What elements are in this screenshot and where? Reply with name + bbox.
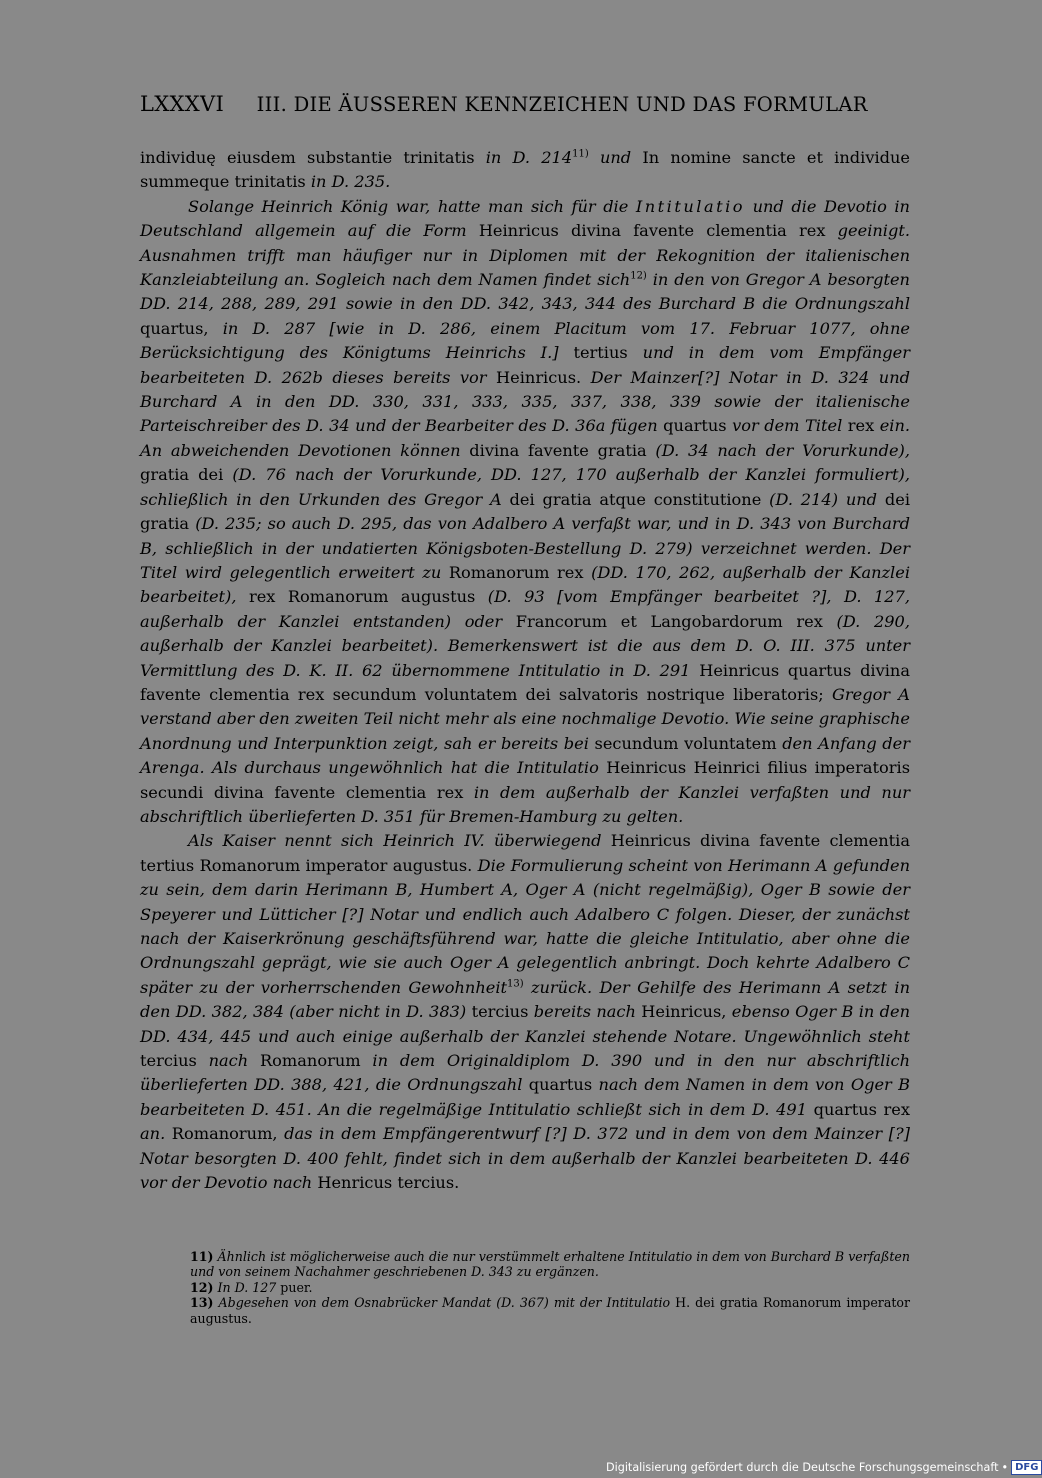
text-run: zurück. Der Gehilfe des Herimann A setzt in den DD. 382, 384 (aber nicht in D. 383) <box>140 977 910 1022</box>
text-run: (D. 93 [vom Empfänger bearbeitet ?], D. 127, außerhalb der Kanzlei entstanden) oder <box>140 587 910 631</box>
text-run: in D. 235. <box>310 172 391 192</box>
text-run: Henricus tercius. <box>317 1173 460 1193</box>
text-run: rex <box>847 416 880 436</box>
text-run: den Anfang der Arenga. Als durchaus ungewöhnlich hat die Intitulatio <box>140 733 910 778</box>
main-text <box>140 146 910 1195</box>
footnote-ref-13[interactable]: 13) <box>507 978 524 990</box>
text-run: nach <box>208 1051 260 1071</box>
text-run: rex Romanorum augustus <box>248 587 488 607</box>
footnote-number: 11) <box>190 1249 214 1264</box>
text-run: ebenso Oger B in den DD. 434, 445 und auch einige außerhalb der Kanzlei stehende Notare. Ungewöhnlich steht <box>140 1002 911 1046</box>
text-run: Heinricus divina favente clementia rex <box>478 221 838 241</box>
text-run: in dem Originaldiplom D. 390 und in den nur abschriftlich überlieferten DD. 388, 421, die Ordnungszahl <box>140 1051 910 1095</box>
text-run: Intitulatio <box>635 196 746 216</box>
text-run: Gregor A verstand aber den zweiten Teil nicht mehr als eine nochmalige Devotio. Wie seine graphische Anordnung und Interpunktion zeigt, sah er bereits bei <box>140 684 910 753</box>
text-run: Romanorum, <box>171 1124 285 1144</box>
text-run: bereits nach <box>533 1002 642 1022</box>
footnote-11 <box>190 1249 910 1280</box>
footnote-12 <box>190 1280 910 1295</box>
text-run: Heinricus Heinrici filius imperatoris secundi divina favente clementia rex <box>140 758 911 802</box>
footnote-text: H. dei gratia Romanorum imperator augustus. <box>190 1295 910 1326</box>
credit-separator: • <box>1001 1460 1009 1474</box>
text-run: gratia dei <box>140 465 233 485</box>
paragraph-2 <box>140 195 910 830</box>
text-run: an. <box>140 1124 172 1144</box>
text-run: quartus <box>528 1075 599 1095</box>
text-run: Der Mainzer[?] Notar in D. 324 und Burchard A in den DD. 330, 331, 333, 335, 337, 338, 339 sowie der italienische Parteischreiber des D. 34 und der Bearbeiter des D. 36a fügen <box>140 367 910 436</box>
text-run: (D. 235; so auch D. 295, das von Adalbero A verfaßt war, und in D. 343 von Burchard B, schließlich in der undatierten Königsboten-Bestellung D. 279) verzeichnet werden. Der Titel wird gelegentlich erweitert zu <box>140 514 910 582</box>
footnote-text: puer. <box>280 1279 313 1295</box>
footnote-text: Abgesehen von dem Osnabrücker Mandat (D. 367) mit der Intitulatio <box>218 1295 676 1311</box>
text-run: tertius <box>573 343 643 363</box>
text-run: (D. 290, außerhalb der Kanzlei bearbeitet). Bemerkenswert ist die aus dem D. O. III. 375 unter Vermittlung des D. K. II. 62 übernommene Intitulatio in D. 291 <box>140 611 910 680</box>
text-run: secundum voluntatem <box>594 733 783 753</box>
text-run: (D. 76 nach der Vorurkunde, DD. 127, 170 außerhalb der Kanzlei formuliert), schließlich in den Urkunden des Gregor A <box>140 465 910 509</box>
page-number: LXXXVI <box>140 92 225 116</box>
footnote-text: In D. 127 <box>217 1279 281 1295</box>
footnote-number: 12) <box>190 1279 214 1295</box>
text-run: in D. 214 <box>485 148 573 167</box>
text-run: Heinricus divina favente clementia tertius Romanorum imperator augustus. <box>140 831 910 875</box>
text-run: vor dem Titel <box>732 416 848 436</box>
text-run: in D. 287 [wie in D. 286, einem Placitum vom 17. Februar 1077, ohne Berücksichtigung des Königtums Heinrichs I.] <box>140 318 910 363</box>
text-run: quartus rex <box>813 1099 910 1119</box>
text-run: ein. An abweichenden Devotionen können <box>140 416 911 460</box>
credit-text: Digitalisierung gefördert durch die Deutsche Forschungsgemeinschaft <box>606 1460 999 1474</box>
text-run: In nomine sancte et individue summeque trinitatis <box>140 148 911 192</box>
text-run: in den von Gregor A besorgten DD. 214, 288, 289, 291 sowie in den DD. 342, 343, 344 des Burchard B die Ordnungszahl <box>140 270 910 314</box>
text-run: tercius <box>140 1051 209 1071</box>
text-run: (D. 34 nach der Vorurkunde), <box>655 440 911 460</box>
text-run: quartus <box>663 416 733 436</box>
footnote-ref-12[interactable]: 12) <box>630 270 647 282</box>
text-run: (D. 214) und <box>769 489 885 509</box>
text-run: Als Kaiser nennt sich Heinrich IV. überwiegend <box>188 831 611 851</box>
paragraph-1 <box>140 146 910 195</box>
text-run: Heinricus quartus divina favente clementia rex secundum voluntatem dei salvatoris nostrique liberatoris; <box>140 660 911 704</box>
footnote-ref-11[interactable]: 11) <box>572 148 589 160</box>
text-run: divina favente gratia <box>469 440 656 460</box>
text-run: tercius <box>471 1002 534 1022</box>
dfg-logo-icon[interactable]: DFG <box>1011 1460 1042 1475</box>
text-run: dei gratia atque constitutione <box>509 489 770 509</box>
text-run: Heinricus. <box>496 367 591 387</box>
text-run: Romanorum rex <box>448 562 592 582</box>
text-run: quartus, <box>140 318 223 338</box>
footnote-text: Ähnlich ist möglicherweise auch die nur verstümmelt erhaltene Intitulatio in dem von Burchard B verfaßten und von seinem Nachahmer geschriebenen D. 343 zu ergänzen. <box>190 1249 910 1280</box>
text-run: Solange Heinrich König war, hatte man sich für die <box>188 196 636 216</box>
text-run: und die Devotio in Deutschland allgemein auf die Form <box>140 196 910 241</box>
paragraph-3 <box>140 829 910 1195</box>
text-run: geeinigt. Ausnahmen trifft man häufiger nur in Diplomen mit der Rekognition der italienischen Kanzleiabteilung an. Sogleich nach dem Namen findet sich <box>140 221 910 290</box>
footnote-number: 13) <box>190 1295 214 1311</box>
text-run: Romanorum <box>259 1051 373 1071</box>
footnote-13 <box>190 1295 910 1326</box>
dfg-credit-bar[interactable] <box>606 1458 1042 1476</box>
text-run: das in dem Empfängerentwurf [?] D. 372 und in dem von dem Mainzer [?] Notar besorgten D. 400 fehlt, findet sich in dem außerhalb der Kanzlei bearbeiteten D. 446 vor der Devotio nach <box>140 1124 910 1193</box>
text-run: individuę eiusdem substantie trinitatis <box>140 148 486 167</box>
running-header <box>140 92 910 116</box>
text-run: Francorum et Langobardorum rex <box>515 611 837 631</box>
text-run: dei gratia <box>140 489 910 534</box>
text-run: Heinricus, <box>641 1002 732 1022</box>
running-title: III. DIE ÄUSSEREN KENNZEICHEN UND DAS FORMULAR <box>256 93 868 116</box>
text-run: nach dem Namen in dem von Oger B bearbeiteten D. 451. An die regelmäßige Intitulatio schließt sich in dem D. 491 <box>140 1075 911 1119</box>
text-run: (DD. 170, 262, außerhalb der Kanzlei bearbeitet), <box>140 562 910 607</box>
text-run: und <box>588 148 632 167</box>
text-run: in dem außerhalb der Kanzlei verfaßten und nur abschriftlich überlieferten D. 351 für Bremen-Hamburg zu gelten. <box>140 782 910 826</box>
text-run: Die Formulierung scheint von Herimann A gefunden zu sein, dem darin Herimann B, Humbert A, Oger A (nicht regelmäßig), Oger B sowie der Speyerer und Lütticher [?] Notar und endlich auch Adalbero C folgen. Dieser, der zunächst nach der Kaiserkrönung geschäftsführend war, hatte die gleiche Intitulatio, aber ohne die Ordnungszahl geprägt, wie sie auch Oger A gelegentlich anbringt. Doch kehrte Adalbero C später zu der vorherrschenden Gewohnheit <box>140 855 910 997</box>
text-run: und in dem vom Empfänger bearbeiteten D. 262b dieses bereits vor <box>140 343 910 387</box>
footnotes <box>190 1249 910 1326</box>
